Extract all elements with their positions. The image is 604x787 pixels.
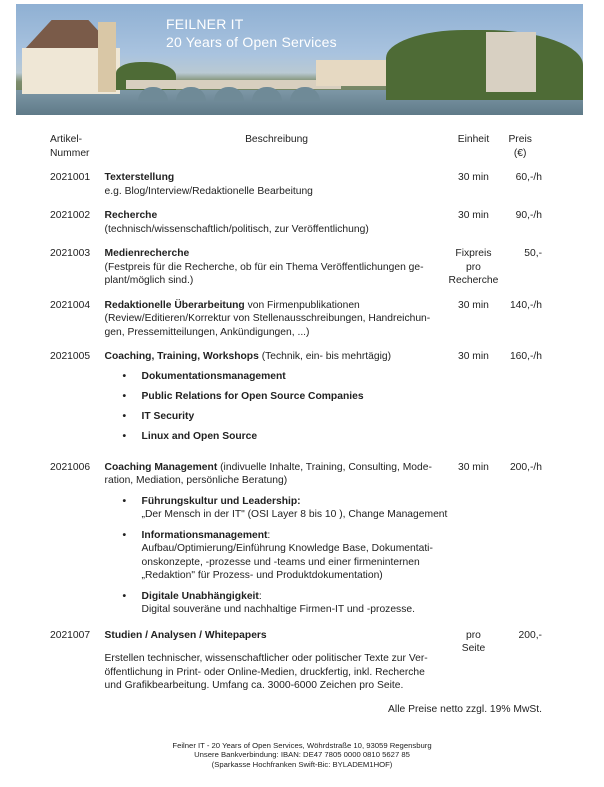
table-row xyxy=(50,450,546,624)
row-description xyxy=(105,624,449,693)
row-description xyxy=(105,160,449,198)
row-detail: (Review/Editieren/Korrektur von Stellenausschreibungen, Handreichun- gen, Pressemitteilungen, Ankündigungen, ...) xyxy=(104,313,431,338)
article-number: 2021002 xyxy=(50,210,91,221)
header-description: Beschreibung xyxy=(245,134,309,145)
management-topic-list xyxy=(105,495,449,617)
topic-item: • Public Relations for Open Source Companies xyxy=(105,390,449,404)
banner-title: FEILNER IT xyxy=(166,16,244,32)
row-price: 140,-/h xyxy=(509,299,542,311)
header-banner xyxy=(16,4,583,115)
row-title: Recherche xyxy=(104,210,158,221)
row-unit: 30 min xyxy=(457,210,489,221)
row-unit: 30 min xyxy=(457,461,489,473)
row-price: 200,- xyxy=(518,629,542,641)
banner-tower xyxy=(98,22,116,92)
row-description xyxy=(105,450,449,624)
topic-detail: „Der Mensch in der IT" (OSI Layer 8 bis 10 ), Change Management xyxy=(141,509,448,520)
article-number: 2021006 xyxy=(50,461,91,473)
topic-list xyxy=(105,370,449,444)
topic-detail: Digital souveräne und nachhaltige Firmen-IT und -prozesse. xyxy=(141,604,415,615)
row-description xyxy=(105,236,449,288)
row-price: 160,-/h xyxy=(509,351,542,362)
article-number: 2021003 xyxy=(50,248,91,259)
topic-item: • IT Security xyxy=(105,410,449,424)
header-article-number: Artikel- Nummer xyxy=(50,134,90,159)
table-row xyxy=(50,288,546,340)
topic-item: • Dokumentationsmanagement xyxy=(105,370,449,384)
table-row xyxy=(50,624,546,693)
row-price: 60,-/h xyxy=(515,172,542,183)
footer-address: Feilner IT - 20 Years of Open Services, Wöhrdstraße 10, 93059 Regensburg xyxy=(172,741,432,750)
row-title-suffix: von Firmenpublikationen xyxy=(244,299,360,311)
page-footer xyxy=(0,741,604,769)
table-header-row xyxy=(50,131,546,160)
footer-swift: (Sparkasse Hochfranken Swift-Bic: BYLADEM1HOF) xyxy=(211,759,393,769)
row-unit: 30 min xyxy=(457,351,489,362)
article-number: 2021004 xyxy=(50,299,91,311)
row-detail: (Festpreis für die Recherche, ob für ein Thema Veröffentlichungen ge- plant/möglich sind.) xyxy=(104,261,424,286)
vat-note: Alle Preise netto zzgl. 19% MwSt. xyxy=(388,704,542,715)
row-title: Coaching Management xyxy=(104,461,218,473)
footer-bank: Unsere Bankverbindung: IBAN: DE47 7805 0000 0810 5627 85 xyxy=(194,750,410,760)
row-unit: 30 min xyxy=(457,172,489,183)
article-number: 2021001 xyxy=(50,172,91,183)
row-title: Studien / Analysen / Whitepapers xyxy=(104,629,267,641)
topic-item xyxy=(105,495,449,522)
banner-houses xyxy=(316,60,396,86)
row-price: 90,-/h xyxy=(515,210,542,221)
row-title-suffix: (Technik, ein- bis mehrtägig) xyxy=(258,351,392,362)
topic-detail: Aufbau/Optimierung/Einführung Knowledge Base, Dokumentati- onskonzepte, -prozesse und -teams und einer firmeninternen „Redaktion" für Prozess- und Produktdokumentation) xyxy=(141,543,433,581)
topic-item: • Linux and Open Source xyxy=(105,430,449,444)
topic-item xyxy=(105,529,449,583)
topic-title-colon: : xyxy=(258,590,262,602)
topic-item xyxy=(105,590,449,617)
row-unit: pro Seite xyxy=(461,629,486,654)
row-description xyxy=(105,288,449,340)
row-description xyxy=(105,339,449,450)
row-price: 200,-/h xyxy=(509,461,542,473)
banner-trees-right xyxy=(386,30,583,100)
header-price: Preis (€) xyxy=(508,134,532,159)
banner-subtitle: 20 Years of Open Services xyxy=(166,34,337,50)
row-title: Coaching, Training, Workshops xyxy=(104,351,259,362)
row-detail: (technisch/wissenschaftlich/politisch, zur Veröffentlichung) xyxy=(104,223,369,235)
table-row xyxy=(50,339,546,450)
row-detail: e.g. Blog/Interview/Redaktionelle Bearbeitung xyxy=(104,185,313,197)
article-number: 2021005 xyxy=(50,351,91,362)
topic-title: Digitale Unabhängigkeit xyxy=(141,590,259,602)
banner-building-right xyxy=(486,32,536,92)
row-price: 50,- xyxy=(524,248,542,259)
row-title-suffix: (indivuelle Inhalte, Training, Consulting, Mode- ration, Mediation, persönliche Beratung) xyxy=(104,461,432,486)
row-detail: Erstellen technischer, wissenschaftlicher oder politischer Texte zur Ver- öffentlichung in Print- oder Online-Medien, druckfertig, inkl. Recherche und Grafikbearbeitung. Umfang ca. 3000-6000 Zeichen pro Seite. xyxy=(104,653,428,691)
row-title: Texterstellung xyxy=(104,172,175,183)
article-number: 2021007 xyxy=(50,629,91,641)
row-unit: Fixpreis pro Recherche xyxy=(448,248,499,286)
row-description xyxy=(105,198,449,236)
topic-title: Führungskultur und Leadership: xyxy=(141,495,301,507)
table-row xyxy=(50,160,546,198)
topic-title-colon: : xyxy=(267,529,271,541)
table-row xyxy=(50,236,546,288)
row-unit: 30 min xyxy=(457,299,489,311)
price-list-table xyxy=(50,131,546,693)
row-title: Redaktionelle Überarbeitung xyxy=(104,299,245,311)
row-title: Medienrecherche xyxy=(104,248,190,259)
header-unit: Einheit xyxy=(457,134,490,145)
table-row xyxy=(50,198,546,236)
topic-title: Informationsmanagement xyxy=(141,529,268,541)
